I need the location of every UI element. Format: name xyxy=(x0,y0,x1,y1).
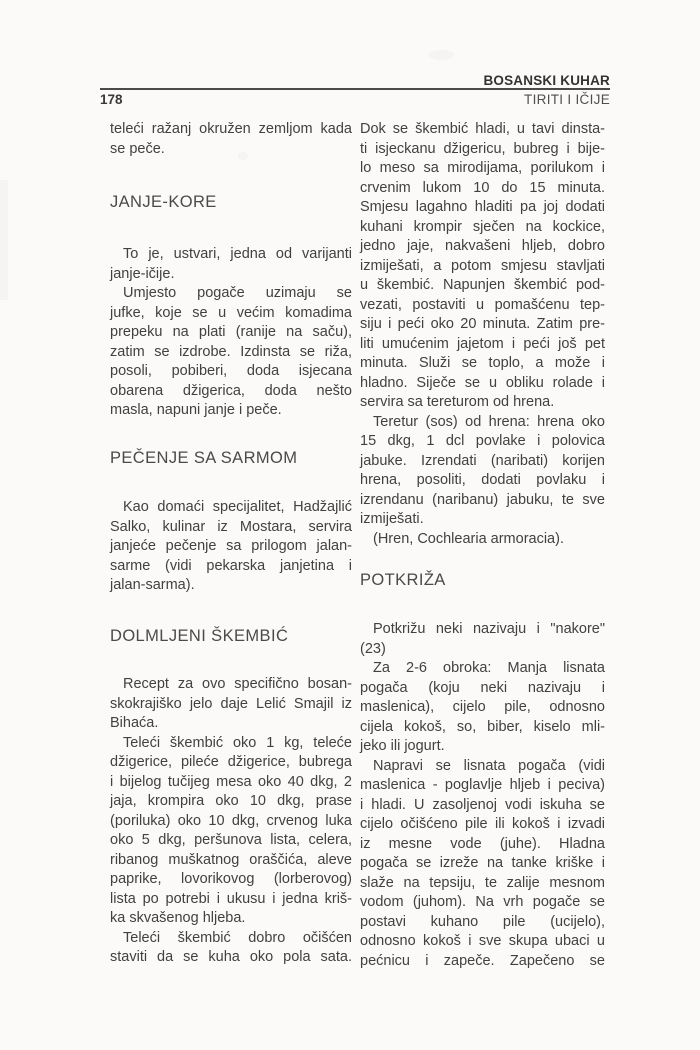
text-line: izmiješati. xyxy=(360,511,424,527)
section-heading: POTKRIŽA xyxy=(360,571,446,589)
text-line: Kao domaći specijalitet, Hadžajlić xyxy=(123,499,352,515)
text-line: masla, napuni janje i peče. xyxy=(110,402,282,418)
text-line: Salko, kulinar iz Mostara, servira xyxy=(110,518,352,535)
text-line: jufke, koje se u većim komadima xyxy=(110,304,352,321)
text-line: teleći ražanj okružen zemljom kada xyxy=(110,121,352,137)
paragraph xyxy=(110,498,352,596)
paragraph xyxy=(110,120,352,159)
heading-potkriza xyxy=(360,570,605,590)
text-line: slaže na tepsiju, te zalije mesnom xyxy=(360,874,605,891)
paragraph xyxy=(110,284,352,421)
text-line: jalan-sarma). xyxy=(110,577,195,593)
text-line: cijela kokoš, so, biber, kiselo mli- xyxy=(360,718,605,735)
text-line: se peče. xyxy=(110,140,165,157)
text-line: jaja, krompira oko 10 dkg, prase xyxy=(110,793,352,809)
dolmljeni-skembic-continued-text xyxy=(360,120,605,549)
text-line: hrena, posoliti, dodati povlaku i xyxy=(360,472,605,488)
paragraph xyxy=(110,734,352,929)
book-title: BOSANSKI KUHAR xyxy=(483,73,610,88)
text-line: Teleći škembić oko 1 kg, teleće xyxy=(123,734,352,751)
scan-artifact xyxy=(0,180,8,300)
text-line: vodom (juhom). Na vrh pogače se xyxy=(360,894,605,910)
text-line: oko 5 dkg, peršunova lista, celera, xyxy=(110,832,352,848)
text-line: lista po potrebi i ukusu i jedna kriš- xyxy=(110,890,352,907)
text-line: Bihaća. xyxy=(110,715,159,731)
text-line: Dok se škembić hladi, u tavi dinsta- xyxy=(360,121,605,137)
potkriza-text xyxy=(360,620,605,971)
text-line: maslenica), cijelo pile, odnosno xyxy=(360,699,605,715)
text-line: izrendanu (naribanu) jabuku, te sve xyxy=(360,491,605,508)
text-line: posoli, pobiberi, doda isjecana xyxy=(110,363,352,379)
text-line: jabuke. Izrendati (naribati) korijen xyxy=(360,452,605,469)
text-line: Potkrižu neki nazivaju i "nakore" xyxy=(373,621,605,637)
text-line: jeko ili jogurt. xyxy=(360,738,445,754)
text-line: minuta. Služi se toplo, a može i xyxy=(360,355,605,371)
heading-dolmljeni-skembic xyxy=(110,626,352,646)
scan-artifact xyxy=(428,50,454,60)
text-line: prepeku na plati (ranije na saču), xyxy=(110,324,352,340)
text-line: janjeće pečenje sa prilogom jalan- xyxy=(110,538,352,554)
heading-janje-kore xyxy=(110,192,352,212)
paragraph xyxy=(360,757,605,972)
dolmljeni-skembic-text xyxy=(110,675,352,968)
text-line: pećnicu i zapeče. Zapečeno se xyxy=(360,952,605,969)
janje-kore-text xyxy=(110,245,352,421)
text-line: i bijelog tučijeg mesa oko 40 dkg, 2 xyxy=(110,773,352,790)
text-line: zatim se izdrobe. Izdinsta se riža, xyxy=(110,343,352,360)
text-line: pogača se izreže na tanke kriške i xyxy=(360,855,605,871)
text-line: Za 2-6 obroka: Manja lisnata xyxy=(373,660,605,676)
section-heading: JANJE-KORE xyxy=(110,193,217,211)
text-line: (23) xyxy=(360,640,386,657)
text-line: u škembić. Napunjen škembić pod- xyxy=(360,277,605,293)
text-line: To je, ustvari, jedna od varijanti xyxy=(123,246,352,262)
paragraph xyxy=(360,659,605,757)
text-line: Teleći škembić dobro očišćen xyxy=(123,929,352,946)
text-line: Napravi se lisnata pogača (vidi xyxy=(373,757,605,774)
paragraph xyxy=(110,929,352,968)
text-line: izmiješati, a potom smjesu stavljati xyxy=(360,257,605,274)
text-line: ka skvašenog hljeba. xyxy=(110,910,246,926)
text-line: postavi kuhano pile (ucijelo), xyxy=(360,913,605,930)
text-line: vezati, postaviti u pomašćenu tep- xyxy=(360,296,605,313)
text-line: cijelo očišćeno pile ili kokoš i izvadi xyxy=(360,816,605,832)
paragraph xyxy=(360,620,605,659)
chapter-title: TIRITI I IČIJE xyxy=(524,92,610,107)
paragraph xyxy=(110,675,352,734)
text-line: maslenica - poglavlje hljeb i peciva) xyxy=(360,777,605,793)
paragraph xyxy=(360,413,605,530)
text-line: Teretur (sos) od hrena: hrena oko xyxy=(373,413,605,430)
text-line: jedno jaje, nakvašeni hljeb, dobro xyxy=(360,238,605,254)
paragraph xyxy=(110,245,352,284)
text-line: skokrajiško jelo daje Lelić Smajil iz xyxy=(110,695,352,712)
text-line: iz mesne vode (juhe). Hladna xyxy=(360,835,605,852)
header-rule xyxy=(100,88,610,90)
text-line: servira sa tereturom od hrena. xyxy=(360,394,555,410)
text-line: i hladi. U zasoljenoj vodi iskuha se xyxy=(360,796,605,813)
text-line: Smjesu lagahno hladiti pa joj dodati xyxy=(360,199,605,215)
text-line: pogača (koju neki nazivaju i xyxy=(360,679,605,696)
text-line: ribanog muškatnog oraščića, aleve xyxy=(110,851,352,868)
section-heading: DOLMLJENI ŠKEMBIĆ xyxy=(110,627,289,645)
text-line: lo meso sa mirodijama, porilukom i xyxy=(360,160,605,176)
heading-pecenje-sa-sarmom xyxy=(110,448,352,468)
text-line: 15 dkg, 1 dcl povlake i polovica xyxy=(360,433,605,449)
text-line: janje-ičije. xyxy=(110,265,175,282)
text-line: obarena džigerica, doda nešto xyxy=(110,382,352,399)
section-heading: PEČENJE SA SARMOM xyxy=(110,449,298,467)
paragraph xyxy=(360,120,605,413)
text-line: kuhani krompir sječen na kockice, xyxy=(360,218,605,235)
left-column-intro xyxy=(110,120,352,159)
text-line: liti umućenim jajetom i peći još pet xyxy=(360,335,605,352)
text-line: odnosno kokoš i sve skupa ubaci u xyxy=(360,933,605,949)
text-line: siju i peći oko 20 minuta. Zatim pre- xyxy=(360,316,605,332)
text-line: crvenim lukom 10 do 15 minuta. xyxy=(360,179,605,196)
text-line: džigerice, pileće džigerice, bubrega xyxy=(110,754,352,770)
text-line: hladno. Siječe se u obliku rolade i xyxy=(360,374,605,391)
text-line: (Hren, Cochlearia armoracia). xyxy=(373,530,564,547)
text-line: sarme (vidi pekarska janjetina i xyxy=(110,557,352,574)
text-line: ti isjeckanu džigericu, bubreg i bije- xyxy=(360,140,605,157)
paragraph xyxy=(360,530,605,550)
page-number: 178 xyxy=(100,92,123,107)
text-line: Recept za ovo specifično bosan- xyxy=(123,676,352,692)
text-line: Umjesto pogače uzimaju se xyxy=(123,285,352,301)
text-line: paprike, lovorikovog (lorberovog) xyxy=(110,871,352,887)
pecenje-sa-sarmom-text xyxy=(110,498,352,596)
text-line: staviti da se kuha oko pola sata. xyxy=(110,949,352,965)
text-line: (poriluka) oko 10 dkg, crvenog luka xyxy=(110,812,352,829)
